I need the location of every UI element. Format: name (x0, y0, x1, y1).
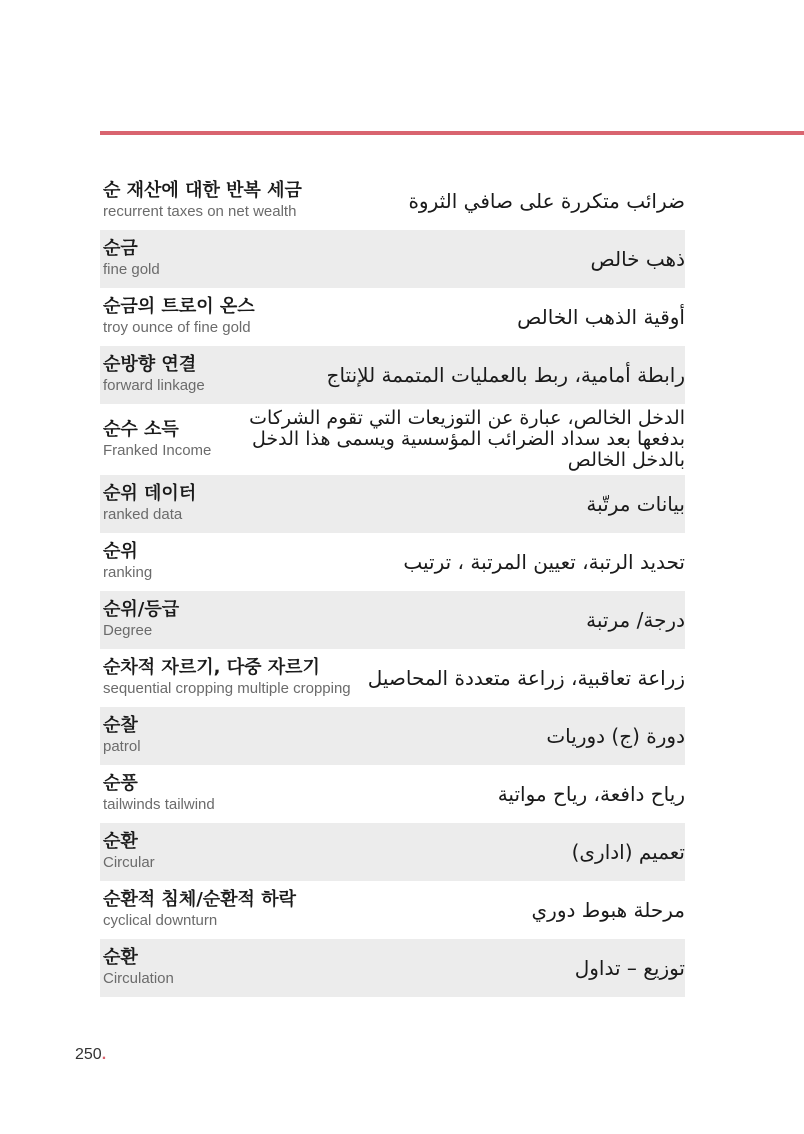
glossary-row (100, 823, 685, 881)
term-cell (103, 715, 141, 757)
term-cell (103, 354, 205, 396)
korean-term: 순위/등급 (103, 599, 180, 620)
korean-term: 순위 (103, 541, 138, 562)
english-term: cyclical downturn (103, 912, 218, 929)
arabic-translation: درجة/ مرتبة (586, 607, 685, 632)
arabic-translation: توزيع – تداول (574, 955, 685, 980)
glossary-row (100, 533, 685, 591)
page-number-dot: . (101, 1046, 107, 1063)
term-cell (103, 773, 215, 815)
term-cell (103, 296, 255, 338)
glossary-row (100, 288, 685, 346)
arabic-translation: بيانات مرتّبة (586, 491, 685, 516)
korean-term: 순풍 (103, 773, 138, 794)
arabic-translation: ذهب خالص (590, 246, 685, 271)
term-cell (103, 599, 179, 641)
header-rule (100, 131, 804, 135)
arabic-translation: أوقية الذهب الخالص (517, 304, 685, 329)
arabic-translation: رابطة أمامية، ربط بالعمليات المتممة للإنتاج (326, 362, 685, 387)
english-term: Circulation (103, 970, 174, 987)
glossary-row (100, 707, 685, 765)
english-term: sequential cropping multiple cropping (103, 680, 351, 697)
english-term: Franked Income (103, 441, 212, 459)
korean-term: 순찰 (103, 715, 138, 736)
glossary-row (100, 230, 685, 288)
glossary-row (100, 939, 685, 997)
page-number (75, 1046, 106, 1064)
korean-term: 순차적 자르기, 다중 자르기 (103, 657, 320, 678)
english-term: fine gold (103, 261, 160, 278)
glossary-row (100, 172, 685, 230)
glossary-row (100, 591, 685, 649)
glossary-row (100, 475, 685, 533)
glossary-row (100, 649, 685, 707)
english-term: Degree (103, 622, 153, 639)
english-term: patrol (103, 738, 141, 755)
korean-term: 순방향 연결 (103, 354, 197, 375)
english-term: forward linkage (103, 377, 205, 394)
arabic-translation: ضرائب متكررة على صافي الثروة (408, 188, 685, 213)
korean-term: 순수 소득 (103, 418, 179, 440)
arabic-translation: مرحلة هبوط دوري (531, 897, 685, 922)
arabic-translation: تحديد الرتبة، تعيين المرتبة ، ترتيب (403, 549, 685, 574)
term-cell (103, 541, 152, 583)
english-term: ranked data (103, 506, 183, 523)
korean-term: 순금 (103, 238, 138, 259)
glossary-row (100, 765, 685, 823)
term-cell (103, 947, 174, 989)
arabic-translation: زراعة تعاقبية، زراعة متعددة المحاصيل (367, 665, 685, 690)
korean-term: 순환 (103, 831, 138, 852)
korean-term: 순금의 트로이 온스 (103, 296, 255, 317)
term-cell (103, 831, 155, 873)
english-term: tailwinds tailwind (103, 796, 215, 813)
glossary-row (100, 404, 685, 475)
english-term: Circular (103, 854, 155, 871)
term-cell (103, 483, 196, 525)
arabic-translation: الدخل الخالص، عبارة عن التوزيعات التي تقوم الشركات بدفعها بعد سداد الضرائب المؤسسية ويسمى هذا الدخل بالدخل الخالص (249, 407, 685, 471)
korean-term: 순 재산에 대한 반복 세금 (103, 180, 302, 201)
korean-term: 순환 (103, 947, 138, 968)
term-cell (103, 657, 351, 699)
glossary-row (100, 881, 685, 939)
term-cell (103, 419, 211, 461)
term-cell (103, 238, 160, 280)
page-number-value: 250 (75, 1046, 102, 1063)
glossary-row (100, 346, 685, 404)
term-cell (103, 180, 302, 222)
arabic-translation: تعميم (ادارى) (571, 839, 685, 864)
korean-term: 순위 데이터 (103, 483, 197, 504)
arabic-translation: دورة (ج) دوريات (546, 723, 685, 748)
korean-term: 순환적 침체/순환적 하락 (103, 889, 296, 910)
arabic-translation: رياح دافعة، رياح مواتية (497, 781, 685, 806)
term-cell (103, 889, 296, 931)
english-term: recurrent taxes on net wealth (103, 203, 297, 220)
glossary-table (100, 172, 685, 997)
english-term: troy ounce of fine gold (103, 319, 251, 336)
english-term: ranking (103, 564, 153, 581)
